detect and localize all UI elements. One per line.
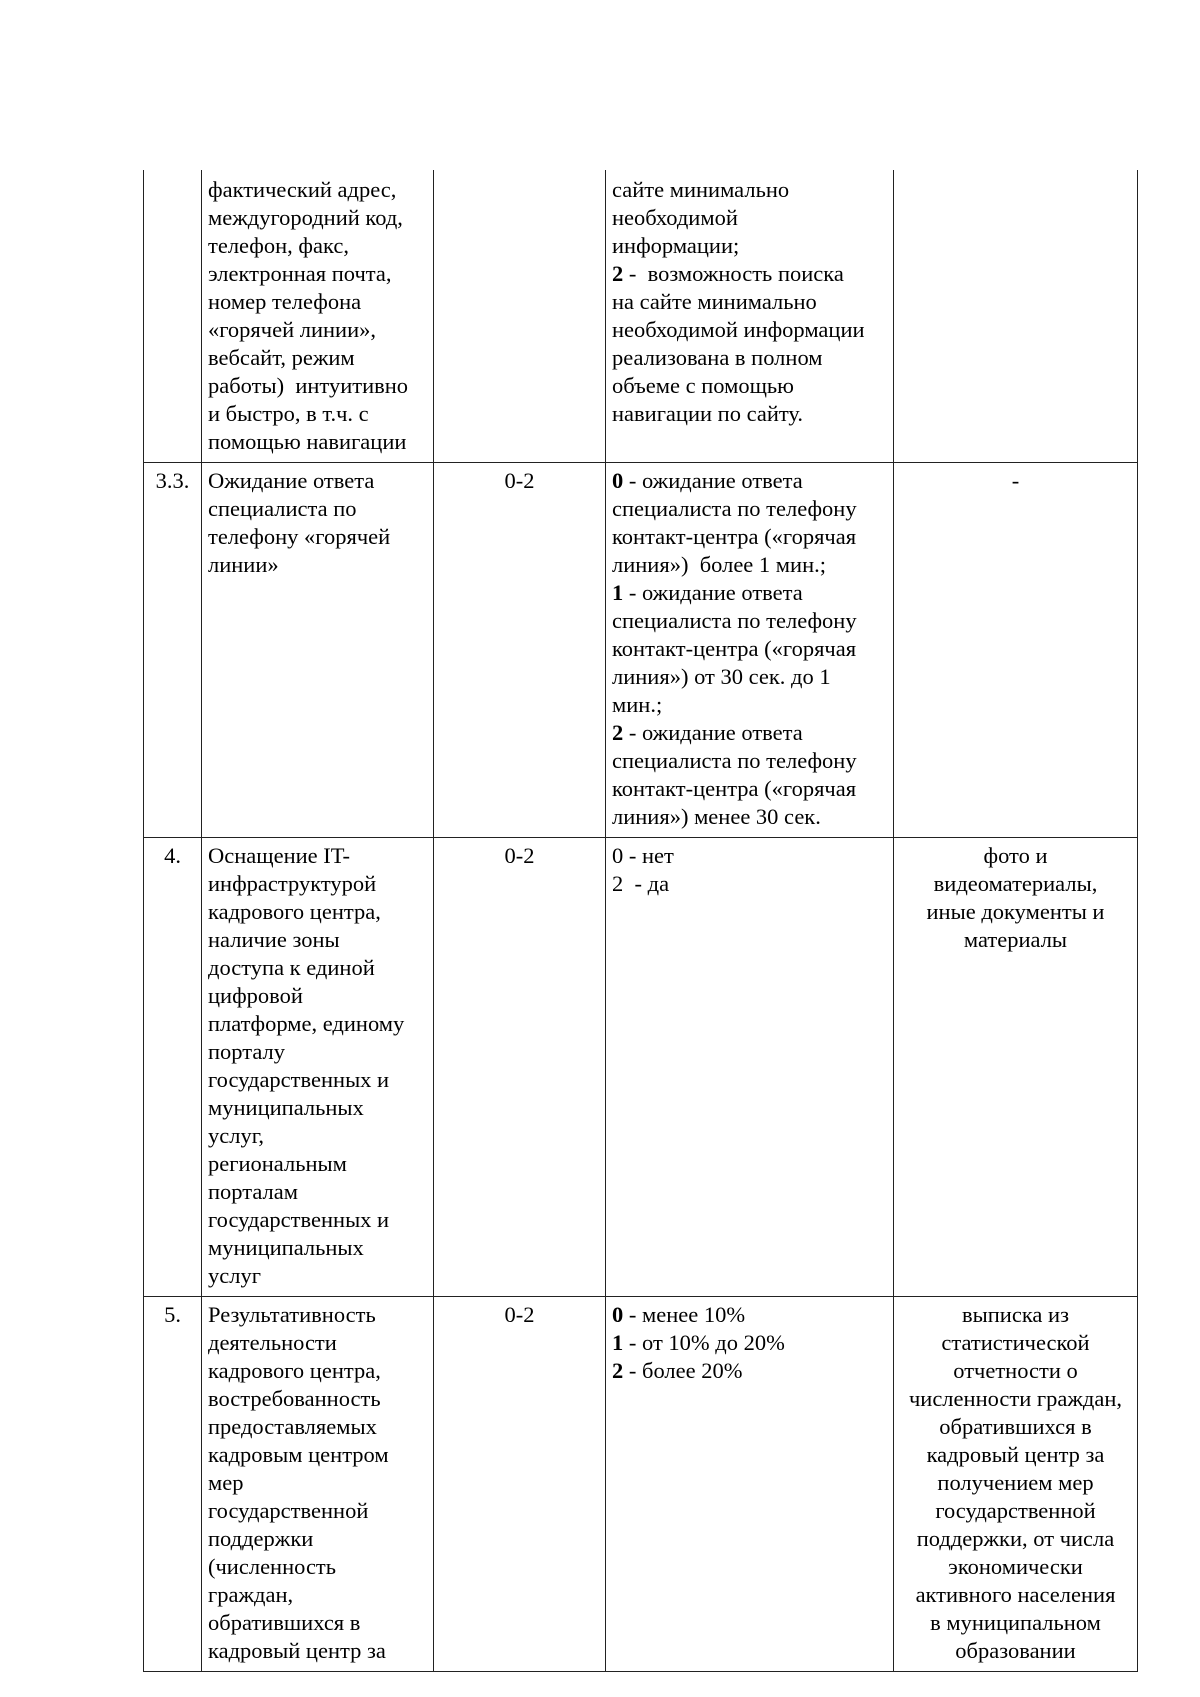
criteria-text-line: линия») от 30 сек. до 1 (612, 664, 831, 689)
indicator-text-line: телефону «горячей (208, 524, 391, 549)
documents-cell (894, 838, 1138, 1297)
indicator-text-line: кадровый центр за (208, 1638, 386, 1663)
score-cell (434, 1297, 606, 1672)
score-value: 0 (612, 468, 624, 493)
indicator-text-line: платформе, единому (208, 1011, 405, 1036)
indicator-text-line: вебсайт, режим (208, 345, 355, 370)
table-row (144, 1297, 1138, 1672)
indicator-text-line: «горячей линии», (208, 317, 377, 342)
criteria-text-line: специалиста по телефону (612, 748, 857, 773)
table-row (144, 170, 1138, 463)
documents-text-line: иные документы и (926, 899, 1105, 924)
indicator-text-line: кадрового центра, (208, 899, 381, 924)
row-number: 3.3. (155, 468, 190, 493)
score-cell (434, 838, 606, 1297)
criteria-text-line: необходимой информации (612, 317, 865, 342)
criteria-text-line: на сайте минимально (612, 289, 817, 314)
row-number-cell (144, 1297, 202, 1672)
criteria-text-line: необходимой (612, 205, 738, 230)
score-value: 1 (612, 1330, 624, 1355)
criteria-text-line: реализована в полном (612, 345, 823, 370)
indicator-text-line: электронная почта, (208, 261, 392, 286)
indicator-text-line: кадрового центра, (208, 1358, 381, 1383)
indicator-text-line: Оснащение IT- (208, 843, 350, 868)
indicator-text-line: муниципальных (208, 1235, 364, 1260)
indicator-text-line: порталу (208, 1039, 286, 1064)
indicator-text-line: наличие зоны (208, 927, 340, 952)
criteria-text-line: информации; (612, 233, 740, 258)
indicator-text-line: предоставляемых (208, 1414, 377, 1439)
indicator-text-line: Результативность (208, 1302, 376, 1327)
criteria-text-line: 1 - от 10% до 20% (612, 1330, 785, 1355)
indicator-text-line: услуг (208, 1263, 261, 1288)
table-row (144, 463, 1138, 838)
indicator-text-line: государственных и (208, 1207, 390, 1232)
criteria-text-line: контакт-центра («горячая (612, 776, 857, 801)
row-number-cell (144, 463, 202, 838)
indicator-text-line: граждан, (208, 1582, 294, 1607)
indicator-cell (202, 1297, 434, 1672)
score-cell (434, 170, 606, 463)
row-number-cell (144, 170, 202, 463)
criteria-cell (606, 1297, 894, 1672)
criteria-text-line: контакт-центра («горячая (612, 524, 857, 549)
criteria-text-line: 2 - возможность поиска (612, 261, 844, 286)
criteria-text-line: контакт-центра («горячая (612, 636, 857, 661)
documents-text-line: материалы (963, 927, 1068, 952)
indicator-text-line: работы) интуитивно (208, 373, 409, 398)
indicator-text-line: (численность (208, 1554, 337, 1579)
indicator-text-line: региональным (208, 1151, 347, 1176)
score-value: 2 (612, 1358, 624, 1383)
documents-text-line: статистической (941, 1330, 1090, 1355)
criteria-text-line: 1 - ожидание ответа (612, 580, 803, 605)
documents-cell (894, 170, 1138, 463)
documents-text-line: образовании (955, 1638, 1076, 1663)
indicator-text-line: помощью навигации (208, 429, 407, 454)
criteria-text-line: линия») более 1 мин.; (612, 552, 826, 577)
indicator-text-line: кадровым центром (208, 1442, 389, 1467)
criteria-text-line: специалиста по телефону (612, 496, 857, 521)
documents-text-line: поддержки, от числа (916, 1526, 1115, 1551)
documents-text-line: кадровый центр за (926, 1442, 1105, 1467)
criteria-text-line: объеме с помощью (612, 373, 794, 398)
indicator-cell (202, 838, 434, 1297)
indicator-text-line: деятельности (208, 1330, 337, 1355)
indicator-cell (202, 463, 434, 838)
documents-text-line: выписка из (962, 1302, 1069, 1327)
documents-text-line: фото и (983, 843, 1048, 868)
documents-text-line: активного населения (915, 1582, 1116, 1607)
indicator-text-line: номер телефона (208, 289, 362, 314)
criteria-text-line: 0 - ожидание ответа (612, 468, 803, 493)
criteria-text-line: линия») менее 30 сек. (612, 804, 821, 829)
documents-cell (894, 1297, 1138, 1672)
criteria-cell (606, 170, 894, 463)
criteria-text-line: навигации по сайту. (612, 401, 804, 426)
indicator-text-line: востребованность (208, 1386, 381, 1411)
indicator-cell (202, 170, 434, 463)
documents-text-line: получением мер (937, 1470, 1094, 1495)
criteria-text-line: сайте минимально (612, 177, 790, 202)
score-value: 0 (612, 1302, 624, 1327)
documents-text-line: в муниципальном (930, 1610, 1101, 1635)
row-number-cell (144, 838, 202, 1297)
row-number: 5. (164, 1302, 181, 1327)
indicator-text-line: порталам (208, 1179, 298, 1204)
documents-cell (894, 463, 1138, 838)
indicator-text-line: междугородний код, (208, 205, 403, 230)
indicator-text-line: государственной (208, 1498, 369, 1523)
row-number: 4. (164, 843, 181, 868)
indicator-text-line: государственных и (208, 1067, 390, 1092)
criteria-text-line: 0 - нет (612, 843, 674, 868)
indicator-text-line: Ожидание ответа (208, 468, 375, 493)
score-range: 0-2 (504, 843, 535, 868)
criteria-text-line: 0 - менее 10% (612, 1302, 746, 1327)
criteria-text-line: специалиста по телефону (612, 608, 857, 633)
indicator-text-line: мер (208, 1470, 244, 1495)
indicator-text-line: муниципальных (208, 1095, 364, 1120)
indicator-text-line: поддержки (208, 1526, 314, 1551)
score-cell (434, 463, 606, 838)
criteria-text-line: 2 - более 20% (612, 1358, 743, 1383)
indicator-text-line: линии» (208, 552, 279, 577)
table-row (144, 838, 1138, 1297)
indicator-text-line: и быстро, в т.ч. с (208, 401, 369, 426)
criteria-cell (606, 463, 894, 838)
documents-text-line: обратившихся в (939, 1414, 1092, 1439)
indicator-text-line: цифровой (208, 983, 303, 1008)
criteria-text-line: 2 - да (612, 871, 670, 896)
indicator-text-line: специалиста по (208, 496, 357, 521)
criteria-cell (606, 838, 894, 1297)
indicator-text-line: обратившихся в (208, 1610, 361, 1635)
documents-text-line: экономически (948, 1554, 1083, 1579)
score-value: 2 (612, 261, 624, 286)
score-value: 1 (612, 580, 624, 605)
documents-text-line: видеоматериалы, (933, 871, 1098, 896)
criteria-text-line: мин.; (612, 692, 663, 717)
indicator-text-line: инфраструктурой (208, 871, 377, 896)
documents-text-line: - (1011, 468, 1020, 493)
score-range: 0-2 (504, 1302, 535, 1327)
score-range: 0-2 (504, 468, 535, 493)
score-value: 2 (612, 720, 624, 745)
documents-text-line: отчетности о (953, 1358, 1078, 1383)
indicator-text-line: фактический адрес, (208, 177, 397, 202)
criteria-text-line: 2 - ожидание ответа (612, 720, 803, 745)
documents-text-line: численности граждан, (908, 1386, 1123, 1411)
indicator-text-line: телефон, факс, (208, 233, 349, 258)
indicator-text-line: услуг, (208, 1123, 265, 1148)
documents-text-line: государственной (935, 1498, 1096, 1523)
criteria-table (143, 170, 1138, 1672)
indicator-text-line: доступа к единой (208, 955, 375, 980)
